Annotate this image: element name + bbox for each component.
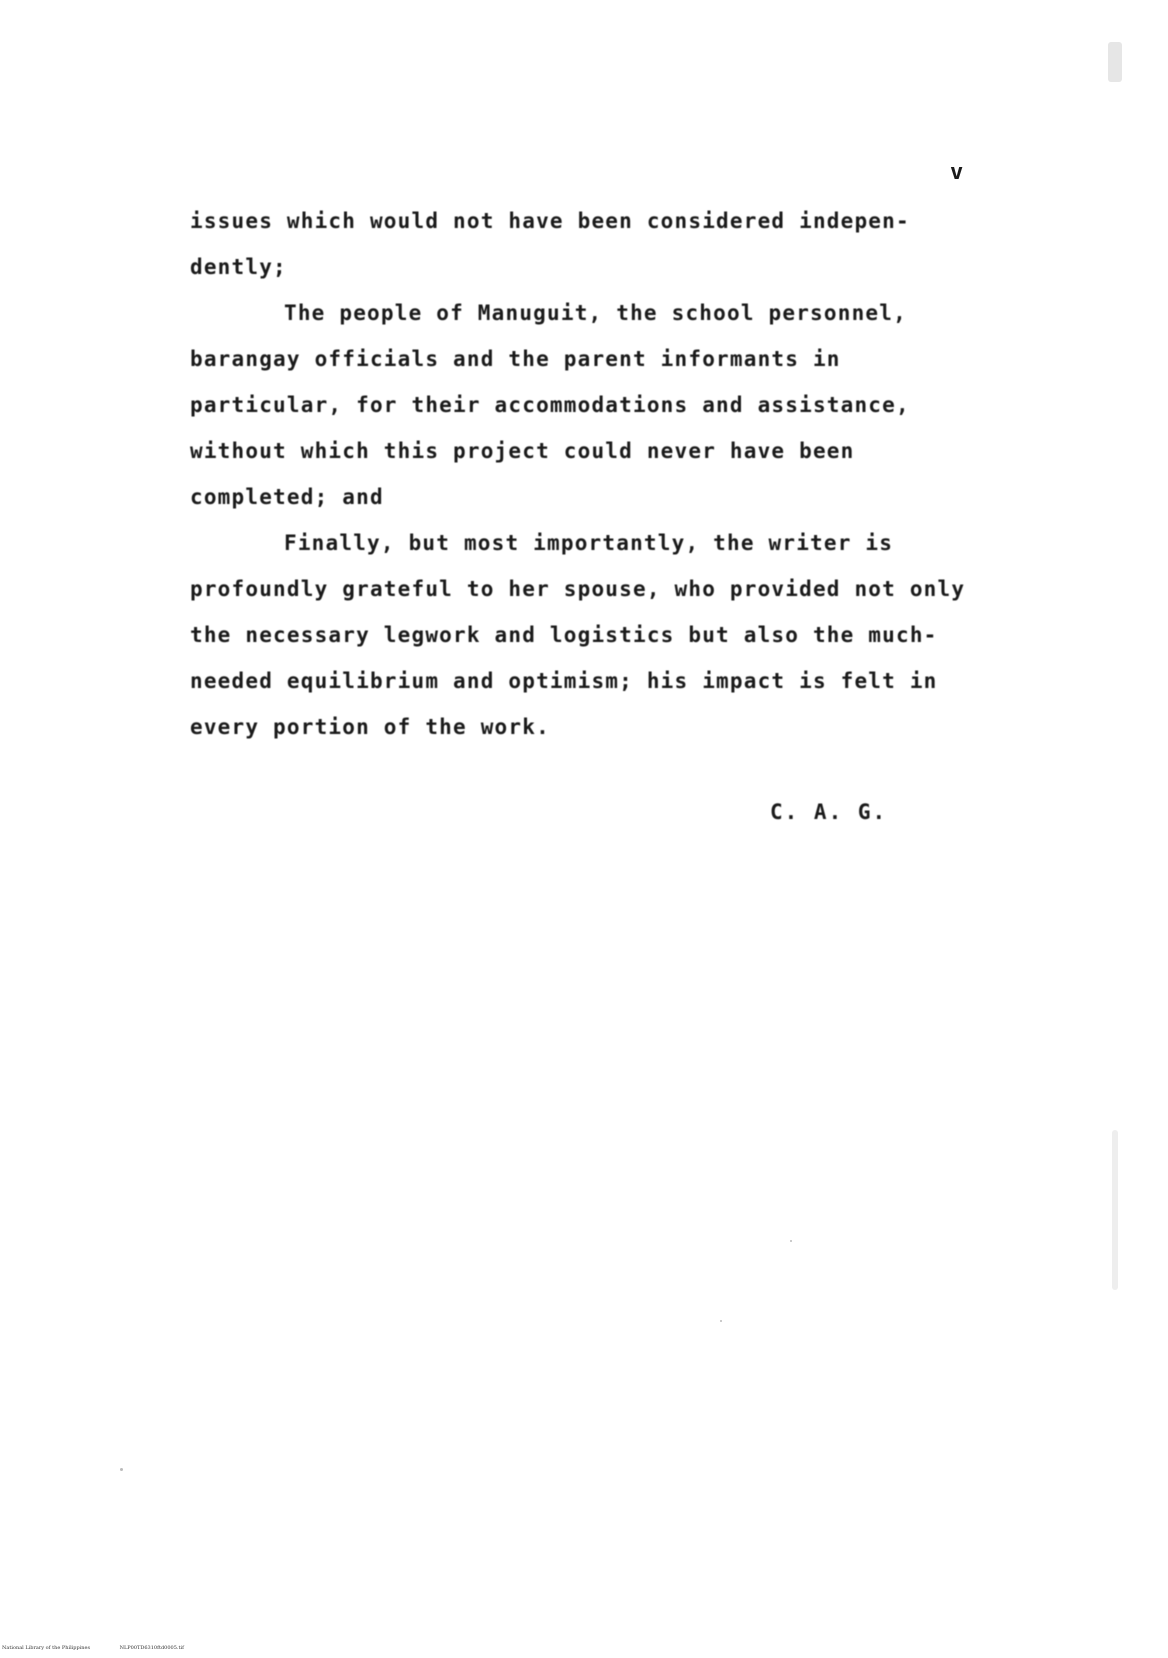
text-line: profoundly grateful to her spouse, who provided not only: [190, 577, 966, 601]
scan-artifact: [120, 1468, 123, 1471]
text-line: The people of Manuguit, the school personnel,: [284, 301, 907, 325]
scan-footer: [2, 1645, 212, 1651]
scan-artifact: [790, 1240, 792, 1242]
footer-library: National Library of the Philippines: [2, 1645, 91, 1651]
author-initials: C. A. G.: [770, 800, 888, 824]
scan-artifact: [1112, 1130, 1118, 1290]
text-line: needed equilibrium and optimism; his impact is felt in: [190, 669, 938, 693]
scan-artifact: [1108, 42, 1122, 82]
text-line: every portion of the work.: [190, 715, 550, 739]
page-number: v: [950, 160, 964, 185]
text-line: issues which would not have been considered indepen-: [190, 209, 910, 233]
footer-file: NLP00TD6310ftd0005.tif: [119, 1645, 184, 1651]
text-line: Finally, but most importantly, the writer is: [284, 531, 894, 555]
text-line: barangay officials and the parent informants in: [190, 347, 841, 371]
text-line: completed; and: [190, 485, 384, 509]
text-line: without which this project could never have been: [190, 439, 855, 463]
text-line: dently;: [190, 255, 287, 279]
text-line: particular, for their accommodations and assistance,: [190, 393, 910, 417]
scan-artifact: [720, 1320, 722, 1322]
text-line: the necessary legwork and logistics but also the much-: [190, 623, 938, 647]
